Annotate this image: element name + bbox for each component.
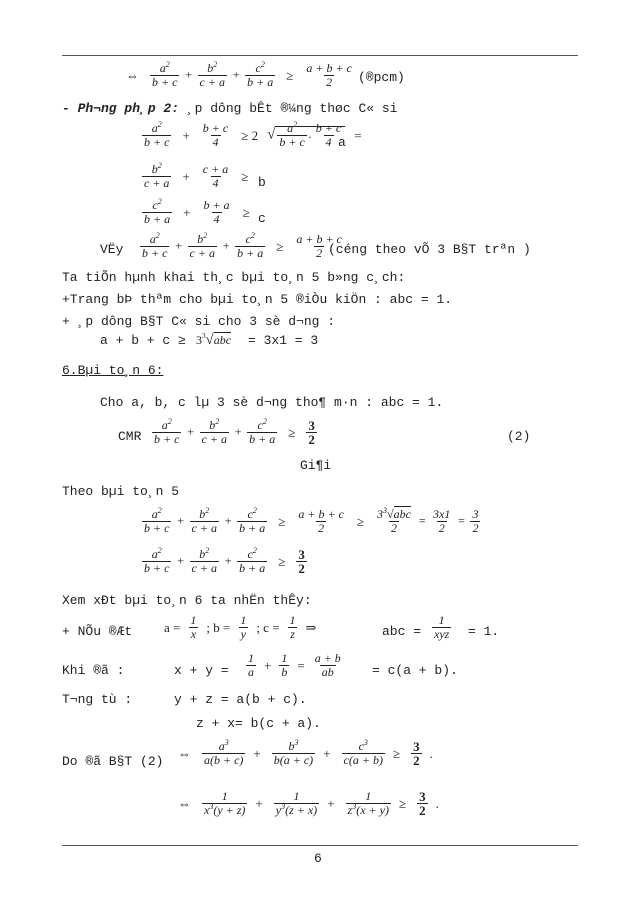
- formula-chain: $\frac{a^2}{b + c}$ + $\frac{b^2}{c + a}$ + $\frac{c^2}{b + a}$ ≥ $\frac{a + b + c}{2}$ ≥ $\frac{3^3√abc}{2}$ = $\frac{3x1}{2}$ = $\frac{3}{2}$: [144, 506, 479, 535]
- therefore-label: VËy: [100, 242, 124, 257]
- result-b: b: [258, 175, 266, 190]
- method-heading: - Ph¬ng ph¸p 2: ¸p dông bÊt ®¼ng thøc C« si: [62, 101, 398, 116]
- formula-line-5: $\frac{c^2}{b + a}$ + $\frac{b + a}{4}$ ≥: [144, 197, 250, 226]
- para-1: Ta tiÕn hµnh khai th¸c bµi to¸n 5 b»ng c¸ch:: [62, 270, 406, 285]
- therefore-ineq-2: Do ®ã B§T (2): [62, 754, 164, 769]
- substitution-label: + NÕu ®Æt: [62, 624, 133, 639]
- y-plus-z: y + z = a(b + c).: [174, 692, 307, 707]
- similarly-label: T¬ng tù :: [62, 692, 133, 707]
- z-plus-x: z + x= b(c + a).: [196, 716, 321, 731]
- problem-6-statement: Cho a, b, c lµ 3 sè d¬ng tho¶ m·n : abc = 1.: [100, 395, 444, 410]
- formula-xyz-form: ⇔ $\frac{1}{x^3(y + z)}$ + $\frac{1}{y^3(z + x)}$ + $\frac{1}{z^3(x + y)}$ ≥ $\frac{3}{2}$ .: [178, 789, 439, 818]
- formula-substitution: a = $\frac{1}{x}$ ; b = $\frac{1}{y}$ ; c = $\frac{1}{z}$ ⇒: [164, 613, 317, 641]
- para-2: +Trang bÞ thªm cho bµi to¸n 5 ®iÒu kiÖn : abc = 1.: [62, 292, 453, 307]
- result-a: a: [338, 135, 346, 150]
- top-rule: [62, 55, 578, 56]
- observation: Xem xÐt bµi to¸n 6 ta nhËn thÊy:: [62, 593, 312, 608]
- para-3: + ¸p dông B§T C« si cho 3 sè d¬ng :: [62, 314, 336, 329]
- formula-cmr: $\frac{a^2}{b + c}$ + $\frac{b^2}{c + a}$ + $\frac{c^2}{b + a}$ ≥ $\frac{3}{2}$: [154, 417, 315, 447]
- abc-label: abc =: [382, 624, 422, 639]
- cube-root: $3^3√abc$: [196, 332, 232, 348]
- formula-line-6: $\frac{a^2}{b + c}$ + $\frac{b^2}{c + a}$ + $\frac{c^2}{b + a}$ ≥ $\frac{a + b + c}{2}$: [142, 231, 342, 260]
- formula-line-3: $\frac{a^2}{b + c}$ + $\frac{b + c}{4}$ ≥ 2 √ $\frac{a^2}{b + c}$ . $\frac{b + c}{4}$ =: [144, 120, 362, 149]
- problem-6-title: 6.Bµi to¸n 6:: [62, 363, 164, 378]
- equals-one: = 1.: [468, 624, 500, 639]
- bottom-rule: [62, 845, 578, 846]
- formula-cubic: ⇔ $\frac{a^3}{a(b + c)}$ + $\frac{b^3}{b(a + c)}$ + $\frac{c^3}{c(a + b)}$ ≥ $\frac{3}{2}$ .: [178, 738, 433, 768]
- x-plus-y-result: = c(a + b).: [372, 663, 458, 678]
- formula-xyz: $\frac{1}{\text{xyz}}$: [434, 613, 450, 641]
- cmr-label: CMR: [118, 429, 142, 444]
- sum-note: (céng theo vÕ 3 B§T trªn ): [328, 242, 531, 257]
- x-plus-y: x + y =: [174, 663, 229, 678]
- page-number: 6: [314, 851, 322, 866]
- formula-line-1: ⇔ $\frac{a^2}{b + c}$ + $\frac{b^2}{c + a}$ + $\frac{c^2}{b + a}$ ≥ $\frac{a + b + c}{2}$: [126, 60, 352, 89]
- formula-line-4: $\frac{b^2}{c + a}$ + $\frac{c + a}{4}$ ≥: [144, 161, 249, 190]
- formula-x-plus-y: $\frac{1}{a}$ + $\frac{1}{b}$ = $\frac{a + b}{ab}$: [248, 651, 341, 679]
- amgm-lhs: a + b + c ≥: [100, 333, 186, 348]
- then-label: Khi ®ã :: [62, 663, 125, 678]
- amgm-rhs: = 3x1 = 3: [248, 333, 319, 348]
- solution-label: Gi¶i: [300, 458, 332, 473]
- eq-number-2: (2): [507, 429, 531, 444]
- result-c: c: [258, 211, 266, 226]
- from-problem-5: Theo bµi to¸n 5: [62, 484, 180, 499]
- qed-label: (®pcm): [358, 70, 405, 85]
- formula-conclusion: $\frac{a^2}{b + c}$ + $\frac{b^2}{c + a}$ + $\frac{c^2}{b + a}$ ≥ $\frac{3}{2}$: [144, 546, 305, 576]
